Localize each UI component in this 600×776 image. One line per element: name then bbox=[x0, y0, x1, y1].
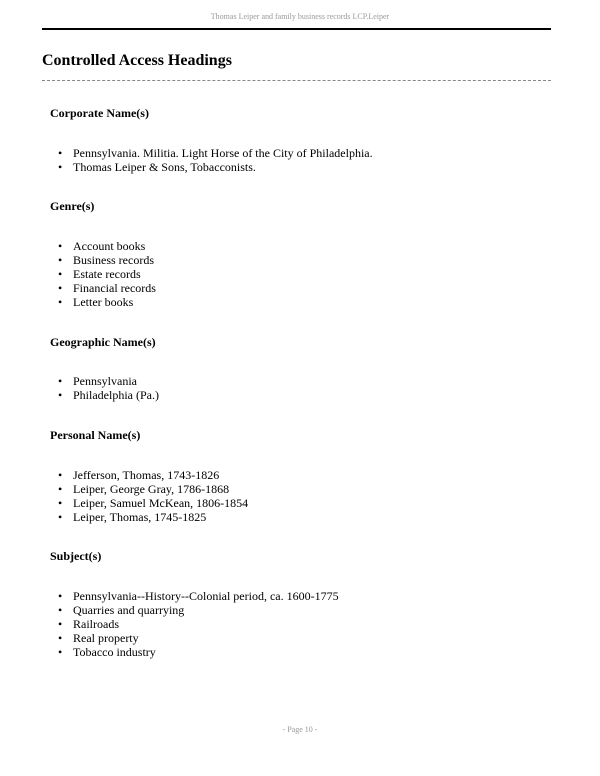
list-personal-names bbox=[58, 468, 248, 524]
section-title: Controlled Access Headings bbox=[42, 52, 232, 69]
list-item: • Estate records bbox=[58, 267, 156, 281]
dotted-divider bbox=[42, 80, 551, 81]
list-item: • Philadelphia (Pa.) bbox=[58, 388, 159, 402]
list-genres bbox=[58, 239, 156, 309]
list-item: • Real property bbox=[58, 631, 339, 645]
list-item: • Pennsylvania. Militia. Light Horse of the City of Philadelphia. bbox=[58, 146, 373, 160]
list-item: • Letter books bbox=[58, 295, 156, 309]
list-item: • Pennsylvania bbox=[58, 374, 159, 388]
list-item: • Railroads bbox=[58, 617, 339, 631]
list-item: • Leiper, Samuel McKean, 1806-1854 bbox=[58, 496, 248, 510]
list-item: • Quarries and quarrying bbox=[58, 603, 339, 617]
list-item: • Tobacco industry bbox=[58, 645, 339, 659]
list-subjects bbox=[58, 589, 339, 659]
heading-subjects: Subject(s) bbox=[50, 549, 102, 563]
heading-genres: Genre(s) bbox=[50, 199, 95, 213]
list-geographic-names bbox=[58, 374, 159, 402]
header-rule bbox=[42, 28, 551, 30]
list-item: • Business records bbox=[58, 253, 156, 267]
list-corporate-names bbox=[58, 146, 373, 174]
list-item: • Jefferson, Thomas, 1743-1826 bbox=[58, 468, 248, 482]
list-item: • Thomas Leiper & Sons, Tobacconists. bbox=[58, 160, 373, 174]
running-header: Thomas Leiper and family business records LCP.Leiper bbox=[210, 12, 390, 21]
heading-geographic-names: Geographic Name(s) bbox=[50, 335, 156, 349]
heading-corporate-names: Corporate Name(s) bbox=[50, 106, 149, 120]
list-item: • Pennsylvania--History--Colonial period, ca. 1600-1775 bbox=[58, 589, 339, 603]
list-item: • Leiper, Thomas, 1745-1825 bbox=[58, 510, 248, 524]
list-item: • Financial records bbox=[58, 281, 156, 295]
page-number: - Page 10 - bbox=[282, 725, 318, 734]
list-item: • Account books bbox=[58, 239, 156, 253]
heading-personal-names: Personal Name(s) bbox=[50, 428, 141, 442]
list-item: • Leiper, George Gray, 1786-1868 bbox=[58, 482, 248, 496]
